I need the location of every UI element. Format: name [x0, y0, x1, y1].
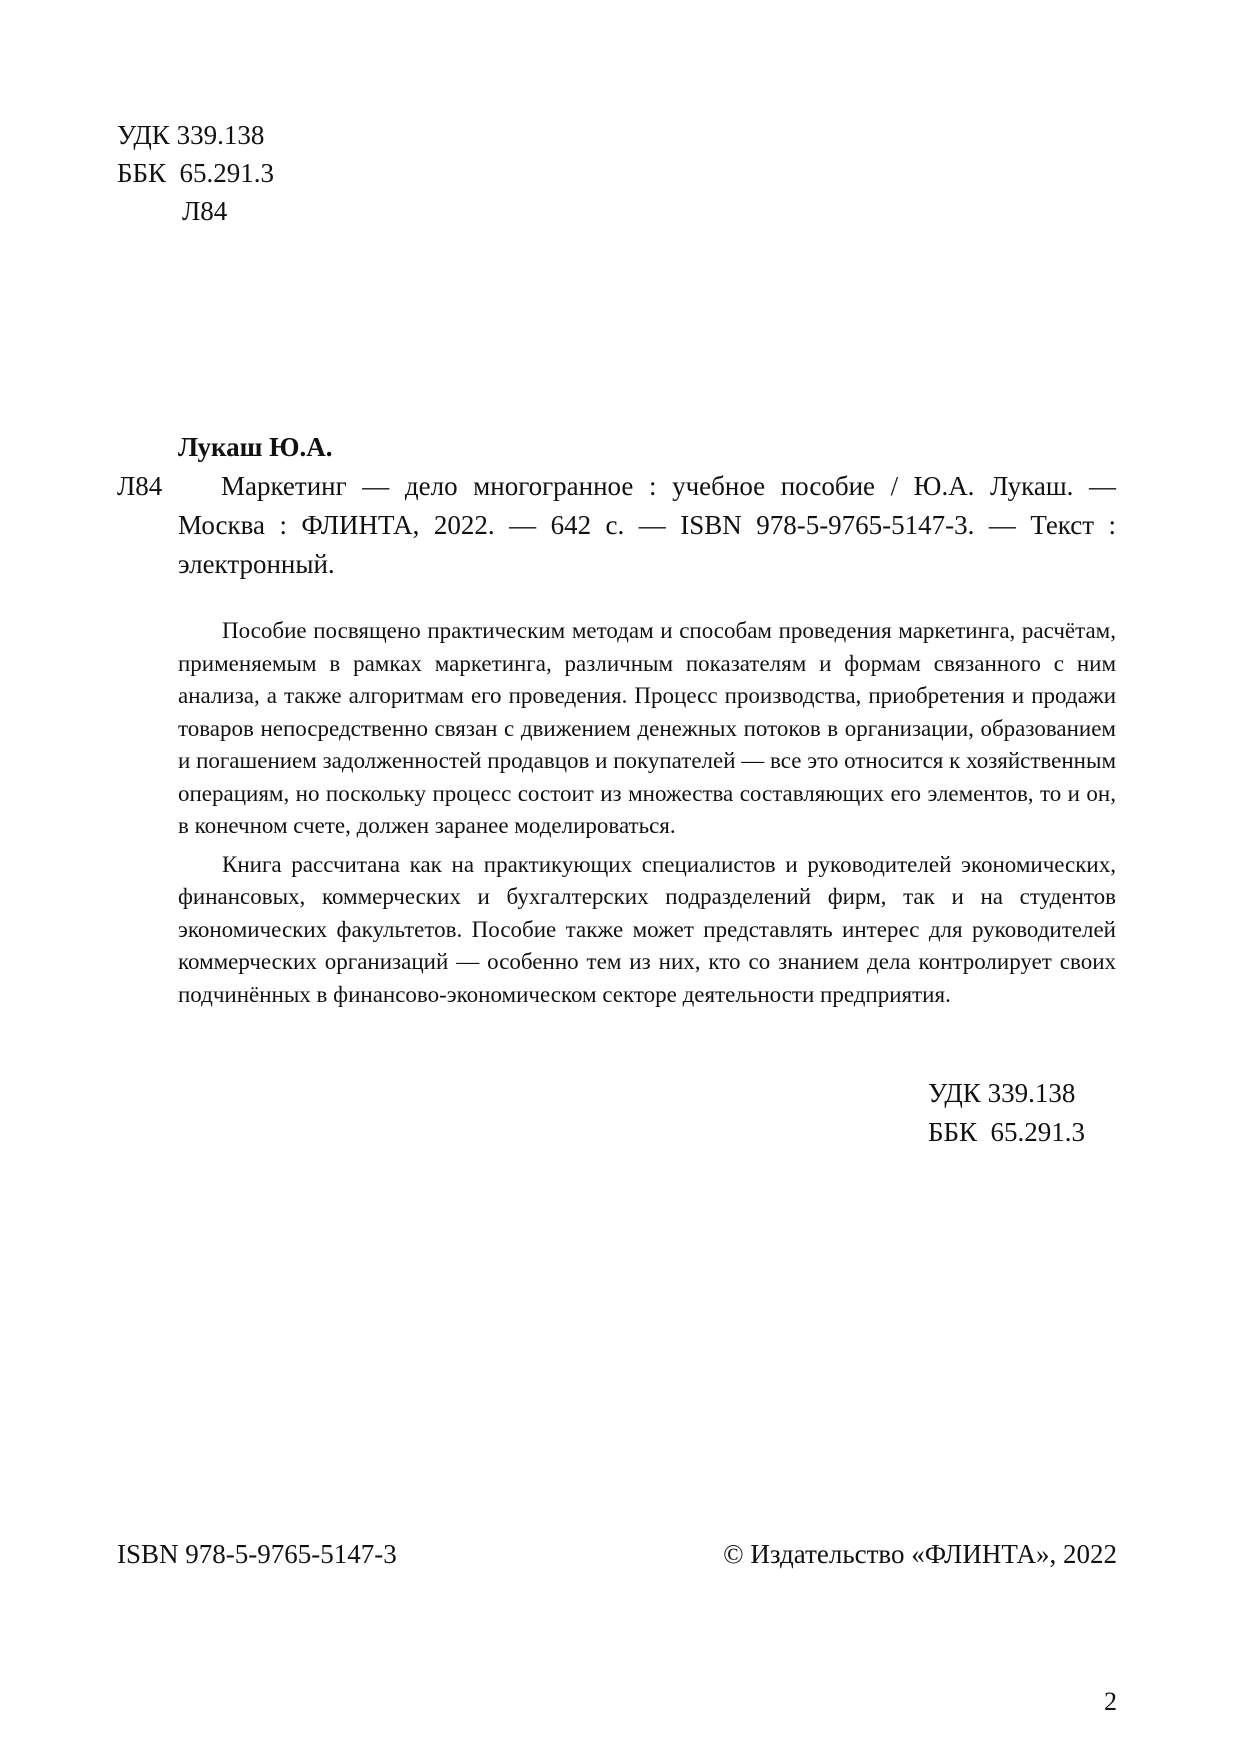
bibliographic-record [117, 428, 1116, 584]
author-name: Лукаш Ю.А. [178, 432, 333, 462]
page-number: 2 [1104, 1687, 1117, 1716]
entry-author-mark: Л84 [117, 471, 163, 501]
copyright-notice: © Издательство «ФЛИНТА», 2022 [723, 1539, 1117, 1569]
classification-block-bottom [928, 1074, 1085, 1152]
udk-code-bottom: УДК 339.138 [928, 1078, 1076, 1108]
bibliographic-description: Маркетинг — дело многогранное : учебное пособие / Ю.А. Лукаш. — Москва : ФЛИНТА, 2022. — 642 с. — ISBN 978-5-9765-5147-3. — Текст : электронный. [178, 471, 1116, 579]
bbk-code: ББК 65.291.3 [117, 158, 275, 188]
annotation [178, 615, 1116, 1017]
author-mark: Л84 [182, 196, 228, 226]
bbk-code-bottom: ББК 65.291.3 [928, 1117, 1086, 1147]
classification-block-top [117, 116, 274, 230]
bibliographic-entry [117, 467, 1116, 584]
annotation-paragraph: Пособие посвящено практическим методам и способам проведения маркетинга, расчётам, применяемым в рамках маркетинга, различным показателям и формам связанного с ним анализа, а также алгоритмам его проведения. Процесс производства, приобретения и продажи товаров непосредственно связан с движением денежных потоков в организации, образованием и погашением задолженностей продавцов и покупателей — все это относится к хозяйственным операциям, но поскольку процесс состоит из множества составляющих его элементов, то и он, в конечном счете, должен заранее моделироваться. [178, 618, 1116, 838]
udk-code: УДК 339.138 [117, 120, 265, 150]
annotation-paragraph: Книга рассчитана как на практикующих специалистов и руководителей экономических, финансовых, коммерческих и бухгалтерских подразделений фирм, так и на студентов экономических факультетов. Пособие также может представлять интерес для руководителей коммерческих организаций — особенно тем из них, кто со знанием дела контролирует своих подчинённых в финансово-экономическом секторе деятельности предприятия. [178, 851, 1116, 1007]
isbn: ISBN 978-5-9765-5147-3 [117, 1539, 397, 1569]
